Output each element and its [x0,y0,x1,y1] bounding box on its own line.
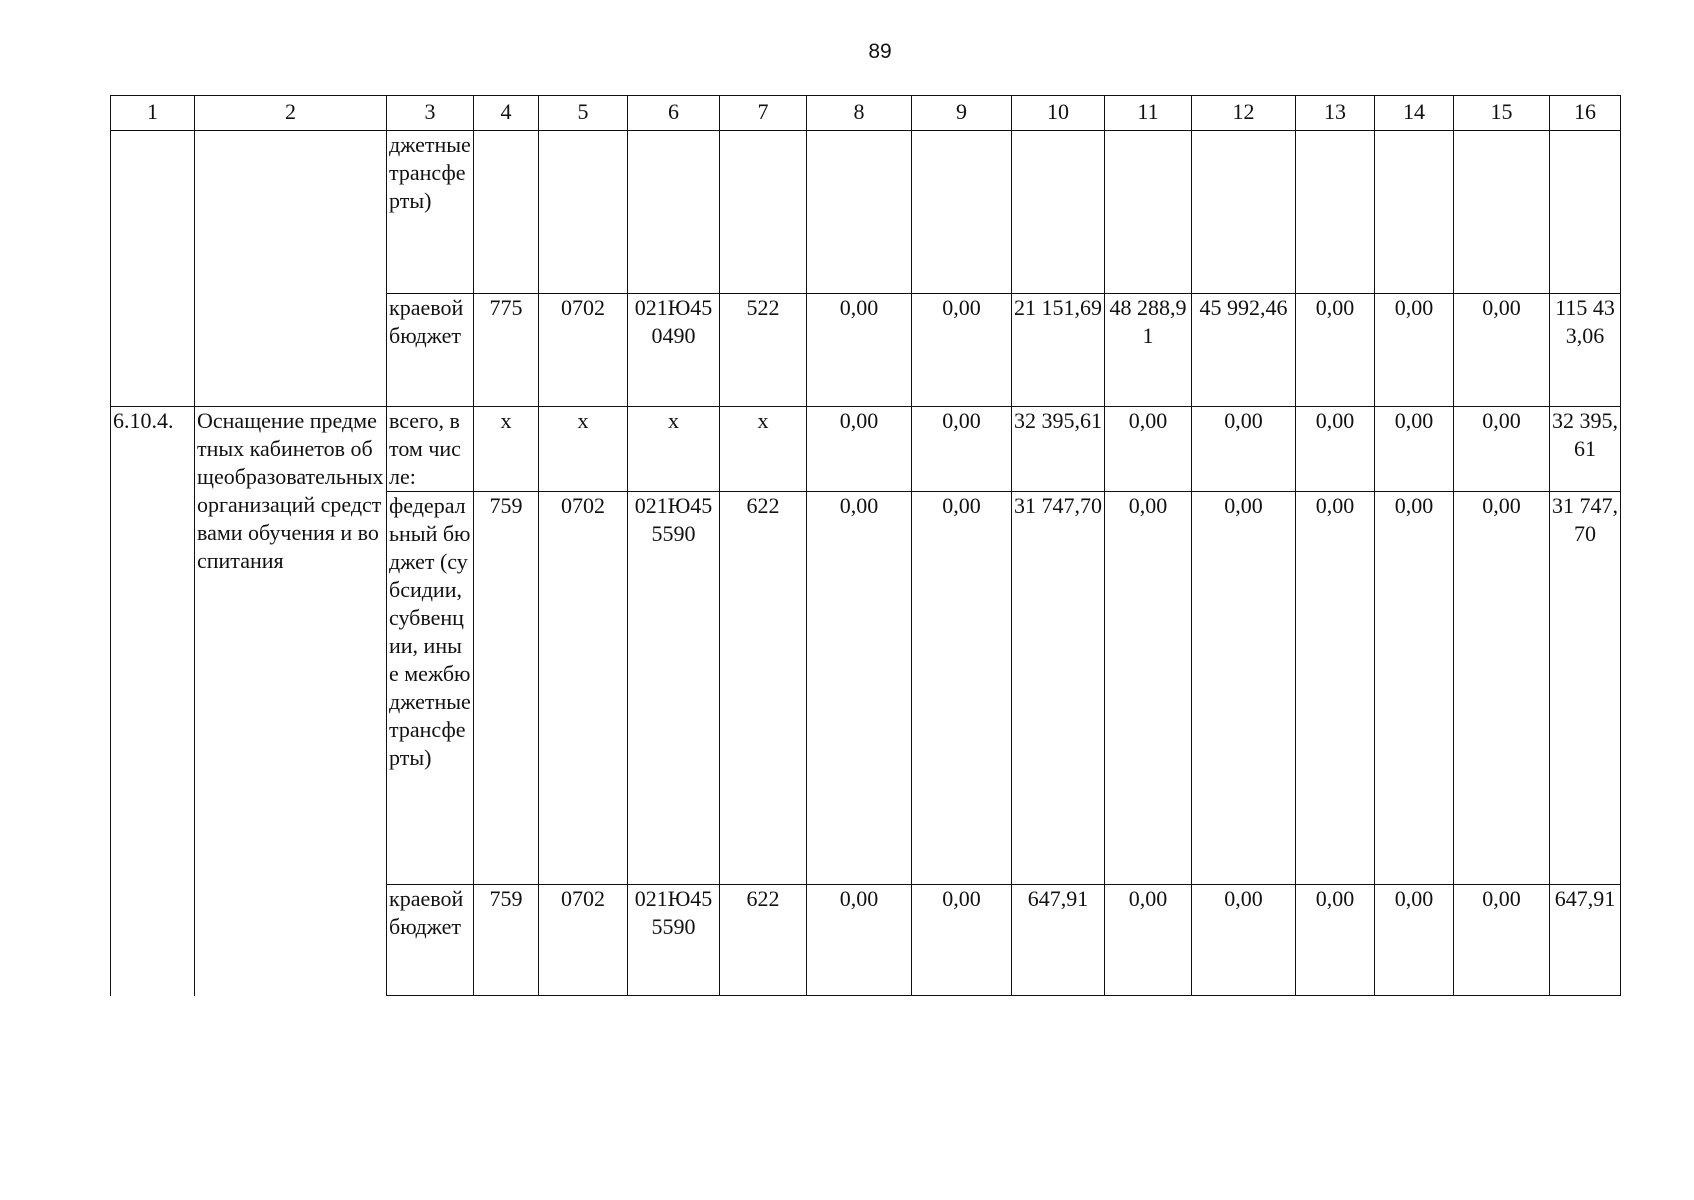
table-cell: 0,00 [1192,492,1296,885]
table-cell: 32 395,61 [1550,407,1621,492]
table-cell: 0,00 [912,407,1012,492]
table-cell: 0,00 [1105,885,1192,996]
table-cell: 0,00 [1192,885,1296,996]
funding-source-cell: краевой бюджет [387,885,474,996]
table-cell: 0,00 [1375,492,1454,885]
table-cell: 759 [474,885,539,996]
item-name-cell: Оснащение предметных кабинетов общеобразовательных организаций средствами обучения и воспитания [195,407,387,996]
budget-table [110,95,1621,996]
header-cell: 10 [1012,96,1105,131]
funding-source-cell: всего, в том числе: [387,407,474,492]
table-cell: 021Ю455590 [628,885,720,996]
header-cell: 13 [1296,96,1375,131]
table-cell: 0,00 [1296,885,1375,996]
funding-source-cell: краевой бюджет [387,294,474,407]
table-cell: 0702 [539,885,628,996]
table-cell: 0,00 [1454,492,1550,885]
table-cell [1454,131,1550,294]
table-cell: 647,91 [1550,885,1621,996]
table-cell: 0,00 [912,492,1012,885]
table-cell [1296,131,1375,294]
table-cell: 0,00 [1375,407,1454,492]
table-cell: 32 395,61 [1012,407,1105,492]
table-cell: х [628,407,720,492]
table-cell: 0,00 [1105,492,1192,885]
table-cell: 759 [474,492,539,885]
table-cell [628,131,720,294]
table-cell: 522 [720,294,807,407]
table-cell: 0702 [539,294,628,407]
table-cell [474,131,539,294]
table-cell: 0,00 [1296,407,1375,492]
table-cell: 0,00 [807,294,912,407]
table-cell: 021Ю455590 [628,492,720,885]
header-cell: 12 [1192,96,1296,131]
table-cell: х [539,407,628,492]
table-cell: х [720,407,807,492]
page-number: 89 [868,40,892,63]
header-cell: 4 [474,96,539,131]
table-cell: 775 [474,294,539,407]
table-cell: 0,00 [1375,294,1454,407]
table-cell [539,131,628,294]
table-cell: 0,00 [1296,492,1375,885]
table-cell [1375,131,1454,294]
table-cell: 021Ю450490 [628,294,720,407]
table-cell [807,131,912,294]
header-row [111,96,1621,131]
table-cell: 0,00 [807,492,912,885]
table-cell: 0,00 [1375,885,1454,996]
table-cell [195,294,387,407]
table-cell [1012,131,1105,294]
table-cell [111,294,195,407]
table-cell: 0,00 [1192,407,1296,492]
table-cell: 622 [720,885,807,996]
header-cell: 11 [1105,96,1192,131]
table-cell: х [474,407,539,492]
table-cell: 647,91 [1012,885,1105,996]
table-row [111,294,1621,407]
header-cell: 7 [720,96,807,131]
table-cell: 0702 [539,492,628,885]
header-cell: 1 [111,96,195,131]
header-cell: 15 [1454,96,1550,131]
table-cell: 0,00 [807,407,912,492]
header-cell: 16 [1550,96,1621,131]
header-cell: 14 [1375,96,1454,131]
table-row [111,131,1621,294]
header-cell: 6 [628,96,720,131]
table-cell: 31 747,70 [1550,492,1621,885]
table-cell [720,131,807,294]
funding-source-cell: джетные трансферты) [387,131,474,294]
table-cell: 45 992,46 [1192,294,1296,407]
table-cell: 0,00 [807,885,912,996]
table-cell [1105,131,1192,294]
table-cell: 0,00 [912,885,1012,996]
header-cell: 9 [912,96,1012,131]
table-cell [912,131,1012,294]
header-cell: 8 [807,96,912,131]
table-cell: 622 [720,492,807,885]
table-cell [1192,131,1296,294]
table-cell: 48 288,91 [1105,294,1192,407]
table-cell: 0,00 [1454,407,1550,492]
table-cell: 0,00 [912,294,1012,407]
header-cell: 2 [195,96,387,131]
table-row [111,407,1621,492]
table-cell: 21 151,69 [1012,294,1105,407]
table-cell: 0,00 [1454,885,1550,996]
table-cell [111,131,195,294]
table-cell: 0,00 [1454,294,1550,407]
table-cell [1550,131,1621,294]
header-cell: 5 [539,96,628,131]
funding-source-cell: федеральный бюджет (субсидии, субвенции, иные межбюджетные трансферты) [387,492,474,885]
table-cell: 0,00 [1296,294,1375,407]
table-cell: 31 747,70 [1012,492,1105,885]
table-cell: 0,00 [1105,407,1192,492]
table-cell [195,131,387,294]
header-cell: 3 [387,96,474,131]
item-number-cell: 6.10.4. [111,407,195,996]
table-cell: 115 433,06 [1550,294,1621,407]
